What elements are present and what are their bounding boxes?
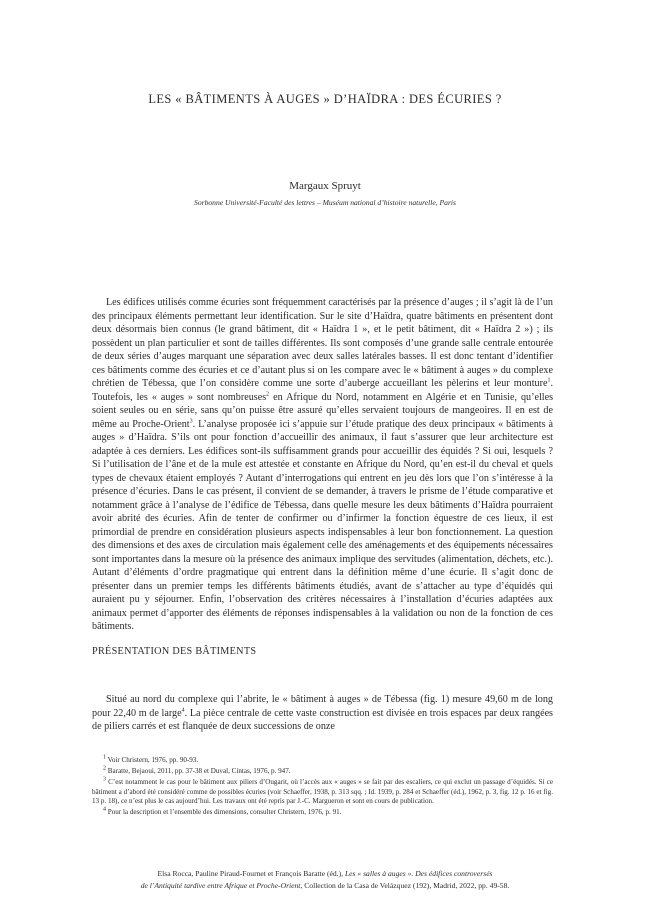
footnotes (92, 756, 553, 819)
footnote-1 (92, 756, 553, 766)
intro-text-part-2: . Toutefois, les « auges » sont nombreuses (92, 378, 553, 403)
footnote-4-text: Pour la description et l’ensemble des dimensions, consulter Christern, 1976, p. 91. (107, 808, 342, 817)
footnote-4-number: 4 (103, 806, 106, 813)
section-paragraph (92, 693, 553, 734)
footnote-2-number: 2 (103, 765, 106, 772)
footnote-ref-3[interactable]: 3 (189, 418, 193, 425)
book-citation (0, 868, 650, 891)
section-text (92, 693, 553, 734)
footnote-3-text: C’est notamment le cas pour le bâtiment aux piliers d’Ougarit, où l’accès aux « auges » se fait par des escaliers, ce qui exclut un passage d’équidés. Si ce bâtiment a d’abord été considéré comme de possibles écuries (voir Schaeffer, 1938, p. 313 sqq. ; Id. 1939, p. 284 et Schaeffer (éd.), 1962, p. 3, fig. 12 p. 16 et fig. 13 p. 18), ce n’est plus le cas aujourd’hui. Les travaux ont été repris par J.-C. Margueron et sont en cours de publication. (92, 777, 553, 806)
author-affiliation: Sorbonne Université-Faculté des lettres – Muséum national d’histoire naturelle, Paris (194, 198, 456, 207)
intro-text-part-1: Les édifices utilisés comme écuries sont fréquemment caractérisés par la présence d’auges ; il s’agit là de l’un des principaux éléments permettant leur identification. Sur le site d’Haïdra, quatre bâtiments en présentent dont deux désormais bien connus (le grand bâtiment, dit « Haïdra 1 », et le petit bâtiment, dit « Haïdra 2 ») ; ils possèdent un plan particulier et sont de tailles différentes. Ils sont composés d’une grande salle centrale entourée de deux séries d’auges marquant une séparation avec deux salles latérales basses. Il est donc tentant d’identifier ces bâtiments comme des écuries et ce d’autant plus si on les compare avec le « bâtiment à auges » du complexe chrétien de Tébessa, que l’on considère comme une sorte d’auberge accueillant les pèlerins et leur monture (92, 297, 553, 389)
footnote-3 (92, 778, 553, 807)
section-text-part-1: Situé au nord du complexe qui l’abrite, le « bâtiment à auges » de Tébessa (fig. 1) mesure 49,60 m de long pour 22,40 m de large (92, 694, 553, 719)
footnote-1-text: Voir Christern, 1976, pp. 90-93. (107, 756, 199, 764)
section-heading: PRÉSENTATION DES BÂTIMENTS (92, 646, 257, 657)
citation-title-part-2: de l’Antiquité tardive entre Afrique et Proche-Orient (140, 880, 301, 890)
footnote-ref-2[interactable]: 2 (266, 391, 270, 398)
citation-editors: Elsa Rocca, Pauline Piraud-Fournet et François Baratte (éd.), (157, 869, 345, 878)
section-text-part-2: . La pièce centrale de cette vaste construction est divisée en trois espaces par deux rangées de piliers carrés et est flanquée de deux successions de onze (92, 707, 553, 732)
citation-publication: , Collection de la Casa de Velázquez (192), Madrid, 2022, pp. 49-58. (300, 880, 510, 890)
footnote-ref-1[interactable]: 1 (547, 377, 551, 384)
article-title: LES « BÂTIMENTS À AUGES » D’HAÏDRA : DES ÉCURIES ? (148, 92, 502, 106)
intro-text (92, 296, 553, 634)
footnote-ref-4[interactable]: 4 (181, 707, 185, 714)
intro-text-part-3: en Afrique du Nord, notamment en Algérie et en Tunisie, qu’elles soient seules ou en série, sans qu’on puisse être assuré qu’elles servaient toujours de mangeoires. Il en est de même au Proche-Orient (92, 391, 554, 430)
footnote-4 (92, 808, 553, 818)
intro-text-part-4: . L’analyse proposée ici s’appuie sur l’étude pratique des deux principaux « bâtiments à auges » d’Haïdra. S’ils ont pour fonction d’accueillir des animaux, il faut s’assurer que leur architecture est adaptée à ces derniers. Les édifices sont-ils suffisamment grands pour accueillir des équidés ? Si oui, lesquels ? Si l’utilisation de l’âne et de la mule est attestée et constante en Afrique du Nord, qu’en est-il du cheval et quels types de chevaux étaient employés ? Autant d’interrogations qui entrent en jeu dès lors que l’on s’intéresse à la présence d’écuries. Dans le cas présent, il convient de se demander, à travers le prisme de l’étude comparative et notamment grâce à l’analyse de l’édifice de Tébessa, dans quelle mesure les deux bâtiments d’Haïdra pourraient avoir abrité des écuries. Afin de tenter de confirmer ou d’infirmer la fonction équestre de ces lieux, il est primordial de prendre en considération plusieurs aspects indispensables à leur bon fonctionnement. La question des dimensions et des axes de circulation mais également celle des aménagements et des équipements nécessaires sont importantes dans la mesure où la présence des animaux implique des servitudes (alimentation, déchets, etc.). Autant d’éléments d’ordre pragmatique qui entrent dans la définition même d’une écurie. Il s’agit donc de présenter dans un premier temps les différents bâtiments étudiés, avant de s’attacher au type d’équidés qui auraient pu y séjourner. Enfin, l’observation des critères nécessaires à l’installation d’écuries adaptées aux animaux permet d’apporter des éléments de réponses indispensables à la validation ou non de la fonction de ces bâtiments. (92, 418, 553, 632)
footnote-2 (92, 767, 553, 777)
footnote-3-number: 3 (103, 776, 106, 783)
citation-title-part-1: Les « salles à auges ». Des édifices controversés (344, 869, 493, 878)
footnote-1-number: 1 (103, 754, 106, 761)
footnote-2-text: Baratte, Bejaoui, 2011, pp. 37-38 et Duval, Cintas, 1976, p. 947. (107, 766, 291, 775)
author-name: Margaux Spruyt (289, 180, 361, 192)
intro-paragraph (92, 296, 553, 634)
